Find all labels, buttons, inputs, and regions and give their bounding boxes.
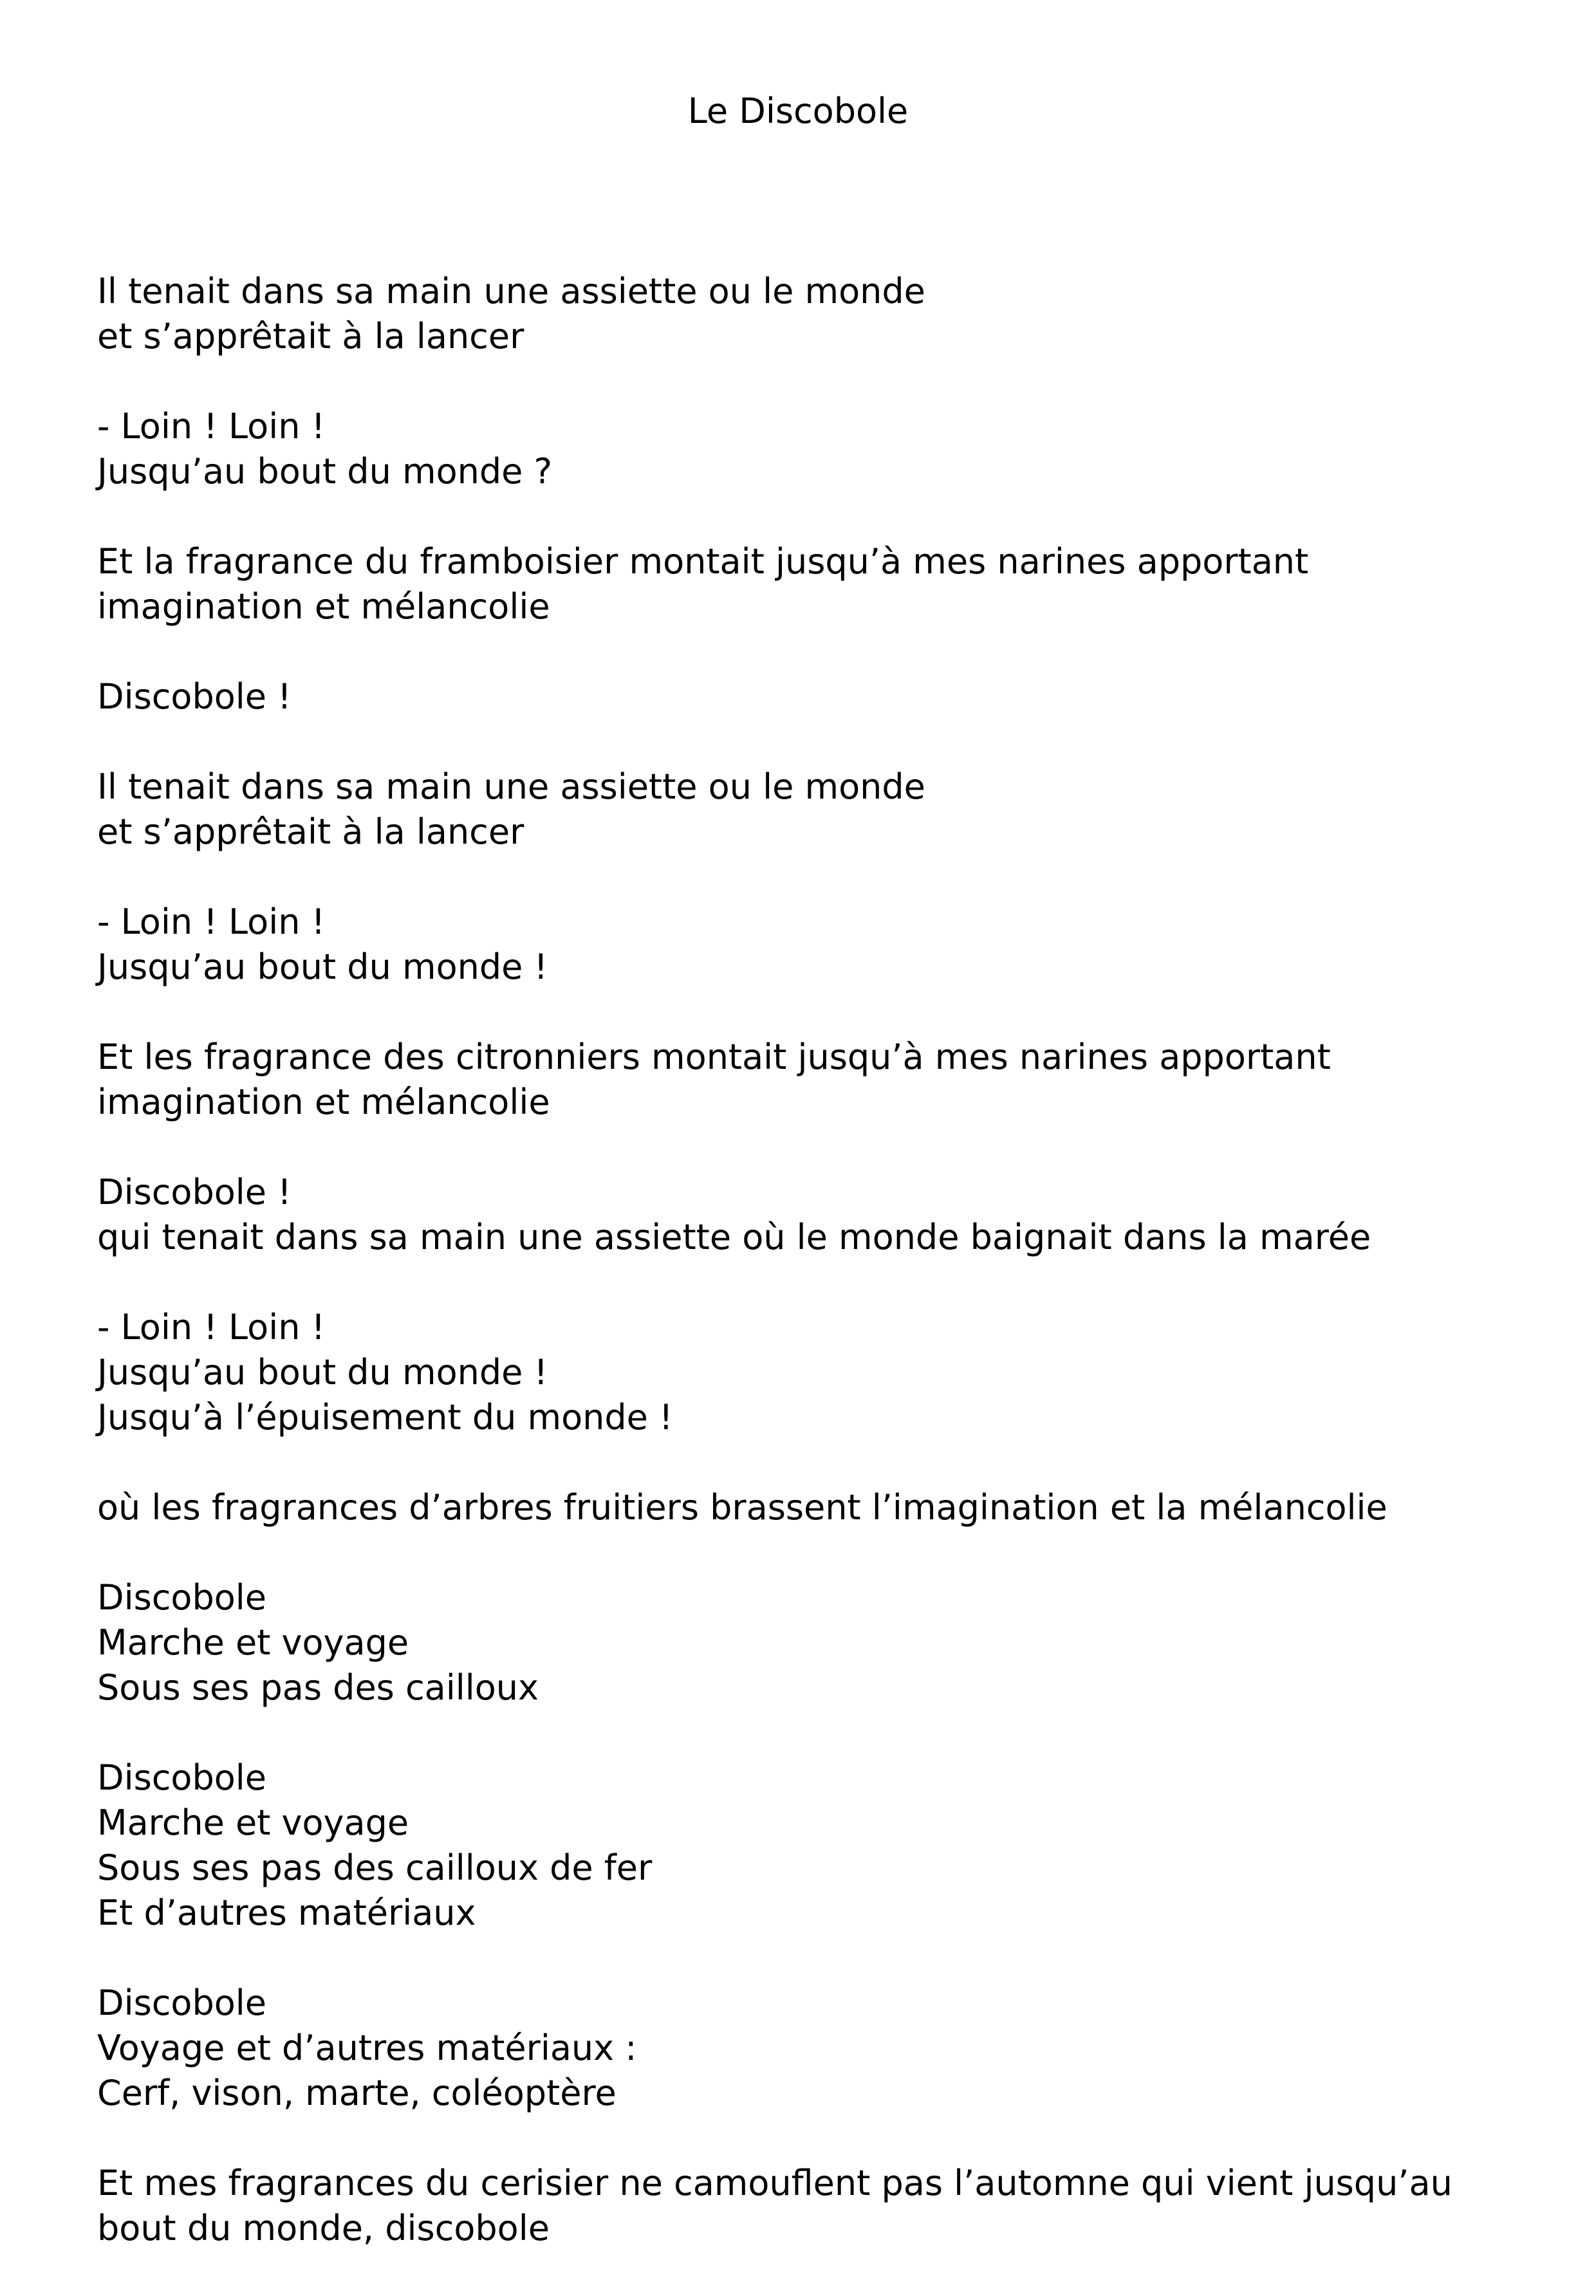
- stanza: [97, 539, 1500, 629]
- poem-line: Sous ses pas des cailloux: [97, 1667, 539, 1708]
- poem-title: Le Discobole: [687, 91, 909, 131]
- stanza: [97, 674, 1500, 719]
- poem-line: Et mes fragrances du cerisier ne camouflent pas l’automne qui vient jusqu’au bout du monde, discobole: [97, 2163, 1463, 2248]
- poem-line: Jusqu’à l’épuisement du monde !: [97, 1397, 673, 1438]
- stanza: [97, 269, 1500, 359]
- poem-line: Cerf, vison, marte, coléoptère: [97, 2073, 617, 2113]
- poem-line: qui tenait dans sa main une assiette où le monde baignait dans la marée: [97, 1217, 1371, 1257]
- poem-line: - Loin ! Loin !: [97, 902, 326, 942]
- poem-line: Il tenait dans sa main une assiette ou le monde: [97, 766, 925, 807]
- stanza: [97, 1575, 1500, 1710]
- poem-line: Et la fragrance du framboisier montait jusqu’à mes narines apportant imagination et mélancolie: [97, 541, 1320, 627]
- stanza: [97, 1981, 1500, 2116]
- poem-line: Et les fragrance des citronniers montait jusqu’à mes narines apportant imagination et mélancolie: [97, 1037, 1342, 1122]
- poem-line: où les fragrances d’arbres fruitiers brassent l’imagination et la mélancolie: [97, 1487, 1387, 1528]
- poem-line: Discobole !: [97, 676, 292, 717]
- poem-line: Jusqu’au bout du monde !: [97, 1352, 548, 1393]
- poem-line: Discobole !: [97, 1172, 292, 1212]
- poem-line: - Loin ! Loin !: [97, 406, 326, 447]
- stanza: [97, 1305, 1500, 1440]
- poem-line: Marche et voyage: [97, 1802, 409, 1843]
- stanza: [97, 900, 1500, 990]
- poem-line: Jusqu’au bout du monde !: [97, 947, 548, 987]
- stanza: [97, 1485, 1500, 1530]
- poem-line: Discobole: [97, 1577, 266, 1618]
- poem-line: Jusqu’au bout du monde ?: [97, 451, 553, 492]
- stanza: [97, 404, 1500, 494]
- stanza: [97, 764, 1500, 855]
- stanza: [97, 1170, 1500, 1260]
- poem-line: Discobole: [97, 1983, 266, 2023]
- poem-line: et s’apprêtait à la lancer: [97, 316, 524, 356]
- poem-line: Marche et voyage: [97, 1622, 409, 1663]
- poem-line: Sous ses pas des cailloux de fer: [97, 1847, 653, 1888]
- poem-line: Discobole: [97, 1757, 266, 1798]
- poem-line: et s’apprêtait à la lancer: [97, 811, 524, 852]
- poem-line: Voyage et d’autres matériaux :: [97, 2028, 637, 2068]
- poem-line: - Loin ! Loin !: [97, 1307, 326, 1347]
- stanza: [97, 2161, 1500, 2251]
- stanza: [97, 1035, 1500, 1125]
- poem-line: Et d’autres matériaux: [97, 1893, 476, 1933]
- poem-line: Il tenait dans sa main une assiette ou le monde: [97, 271, 925, 311]
- stanza: [97, 1755, 1500, 1936]
- poem-body: [97, 269, 1500, 2296]
